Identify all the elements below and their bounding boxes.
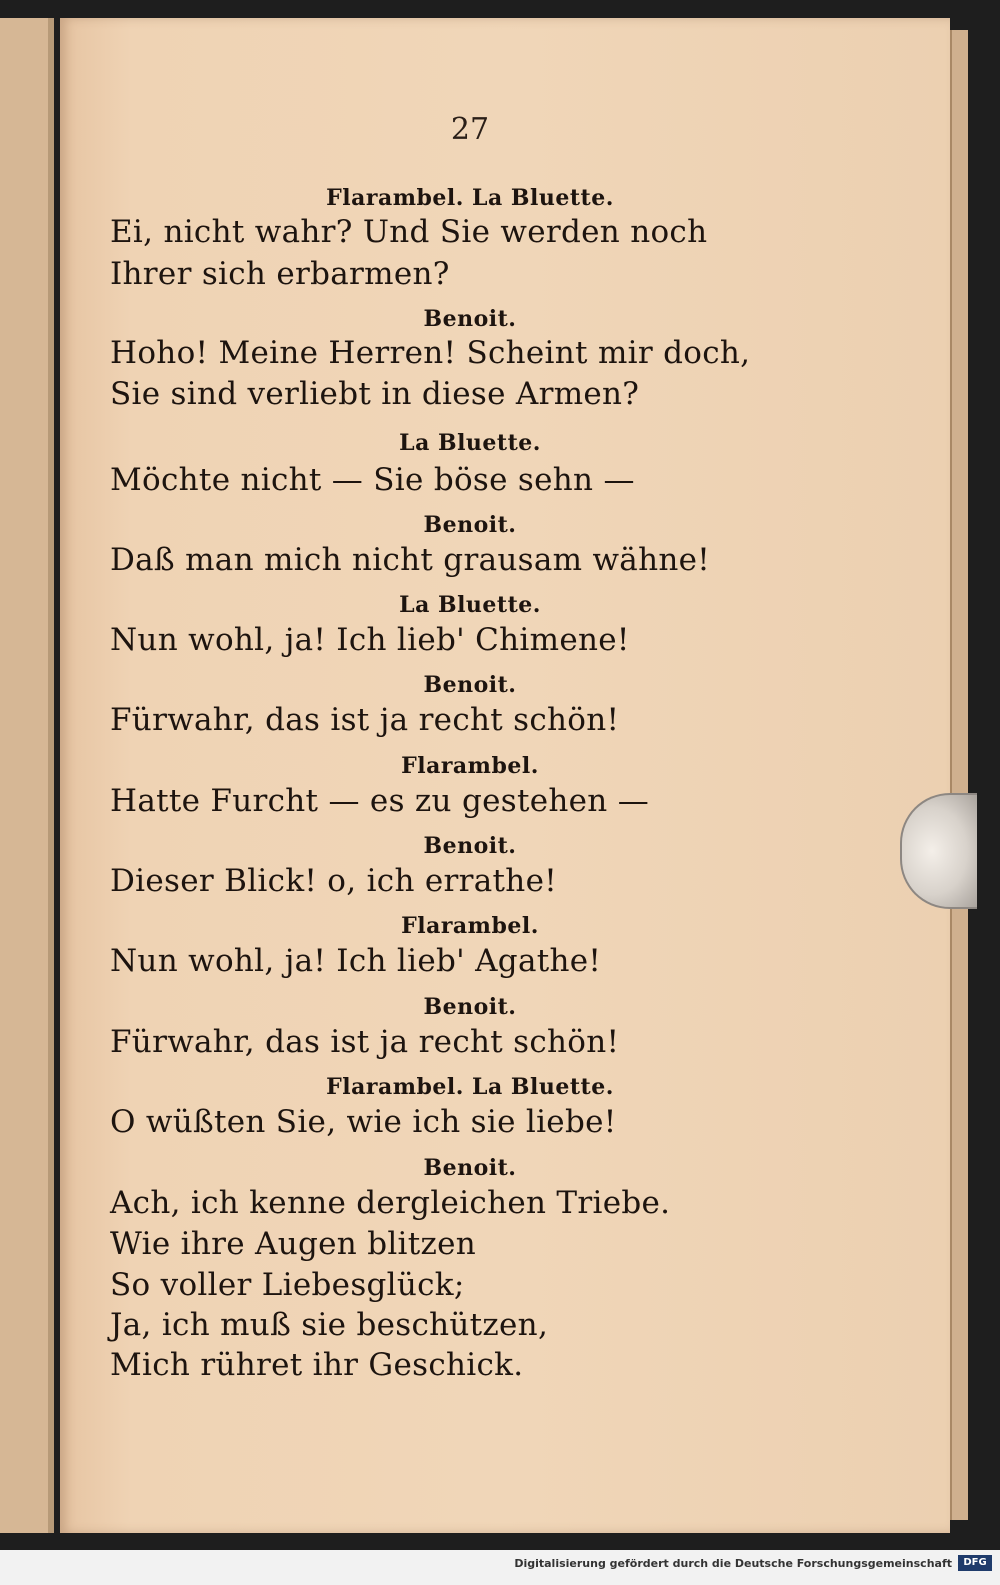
verse-line: Daß man mich nicht grausam wähne! bbox=[110, 542, 711, 578]
verse-line: Hatte Furcht — es zu gestehen — bbox=[110, 783, 650, 819]
speaker-heading: Flarambel. La Bluette. bbox=[326, 1074, 614, 1100]
dfg-logo: DFG bbox=[958, 1555, 992, 1571]
verse-line: Wie ihre Augen blitzen bbox=[110, 1226, 477, 1262]
funding-credit: Digitalisierung gefördert durch die Deutsche Forschungsgemeinschaft bbox=[514, 1557, 952, 1570]
speaker-heading: Flarambel. bbox=[401, 753, 539, 779]
speaker-heading: La Bluette. bbox=[399, 430, 541, 456]
speaker-heading: La Bluette. bbox=[399, 592, 541, 618]
verse-line: Dieser Blick! o, ich errathe! bbox=[110, 863, 557, 899]
verse-line: Ihrer sich erbarmen? bbox=[110, 256, 450, 292]
verse-line: Fürwahr, das ist ja recht schön! bbox=[110, 1024, 620, 1060]
verse-line: Sie sind verliebt in diese Armen? bbox=[110, 376, 640, 412]
verse-line: Möchte nicht — Sie böse sehn — bbox=[110, 462, 635, 498]
verse-line: So voller Liebesglück; bbox=[110, 1267, 465, 1303]
verse-line: Fürwahr, das ist ja recht schön! bbox=[110, 702, 620, 738]
speaker-heading: Benoit. bbox=[423, 994, 517, 1020]
speaker-heading: Flarambel. bbox=[401, 913, 539, 939]
verse-line: O wüßten Sie, wie ich sie liebe! bbox=[110, 1104, 617, 1140]
speaker-heading: Benoit. bbox=[423, 306, 517, 332]
verse-line: Hoho! Meine Herren! Scheint mir doch, bbox=[110, 335, 751, 371]
speaker-heading: Flarambel. La Bluette. bbox=[326, 185, 614, 211]
verse-line: Nun wohl, ja! Ich lieb' Agathe! bbox=[110, 943, 602, 979]
speaker-heading: Benoit. bbox=[423, 833, 517, 859]
verse-line: Ach, ich kenne dergleichen Triebe. bbox=[110, 1185, 671, 1221]
page-number: 27 bbox=[450, 112, 490, 147]
speaker-heading: Benoit. bbox=[423, 1155, 517, 1181]
verse-line: Nun wohl, ja! Ich lieb' Chimene! bbox=[110, 622, 630, 658]
verse-line: Mich rühret ihr Geschick. bbox=[110, 1347, 524, 1383]
verse-line: Ja, ich muß sie beschützen, bbox=[110, 1307, 549, 1343]
speaker-heading: Benoit. bbox=[423, 512, 517, 538]
speaker-heading: Benoit. bbox=[423, 672, 517, 698]
verse-line: Ei, nicht wahr? Und Sie werden noch bbox=[110, 214, 708, 250]
